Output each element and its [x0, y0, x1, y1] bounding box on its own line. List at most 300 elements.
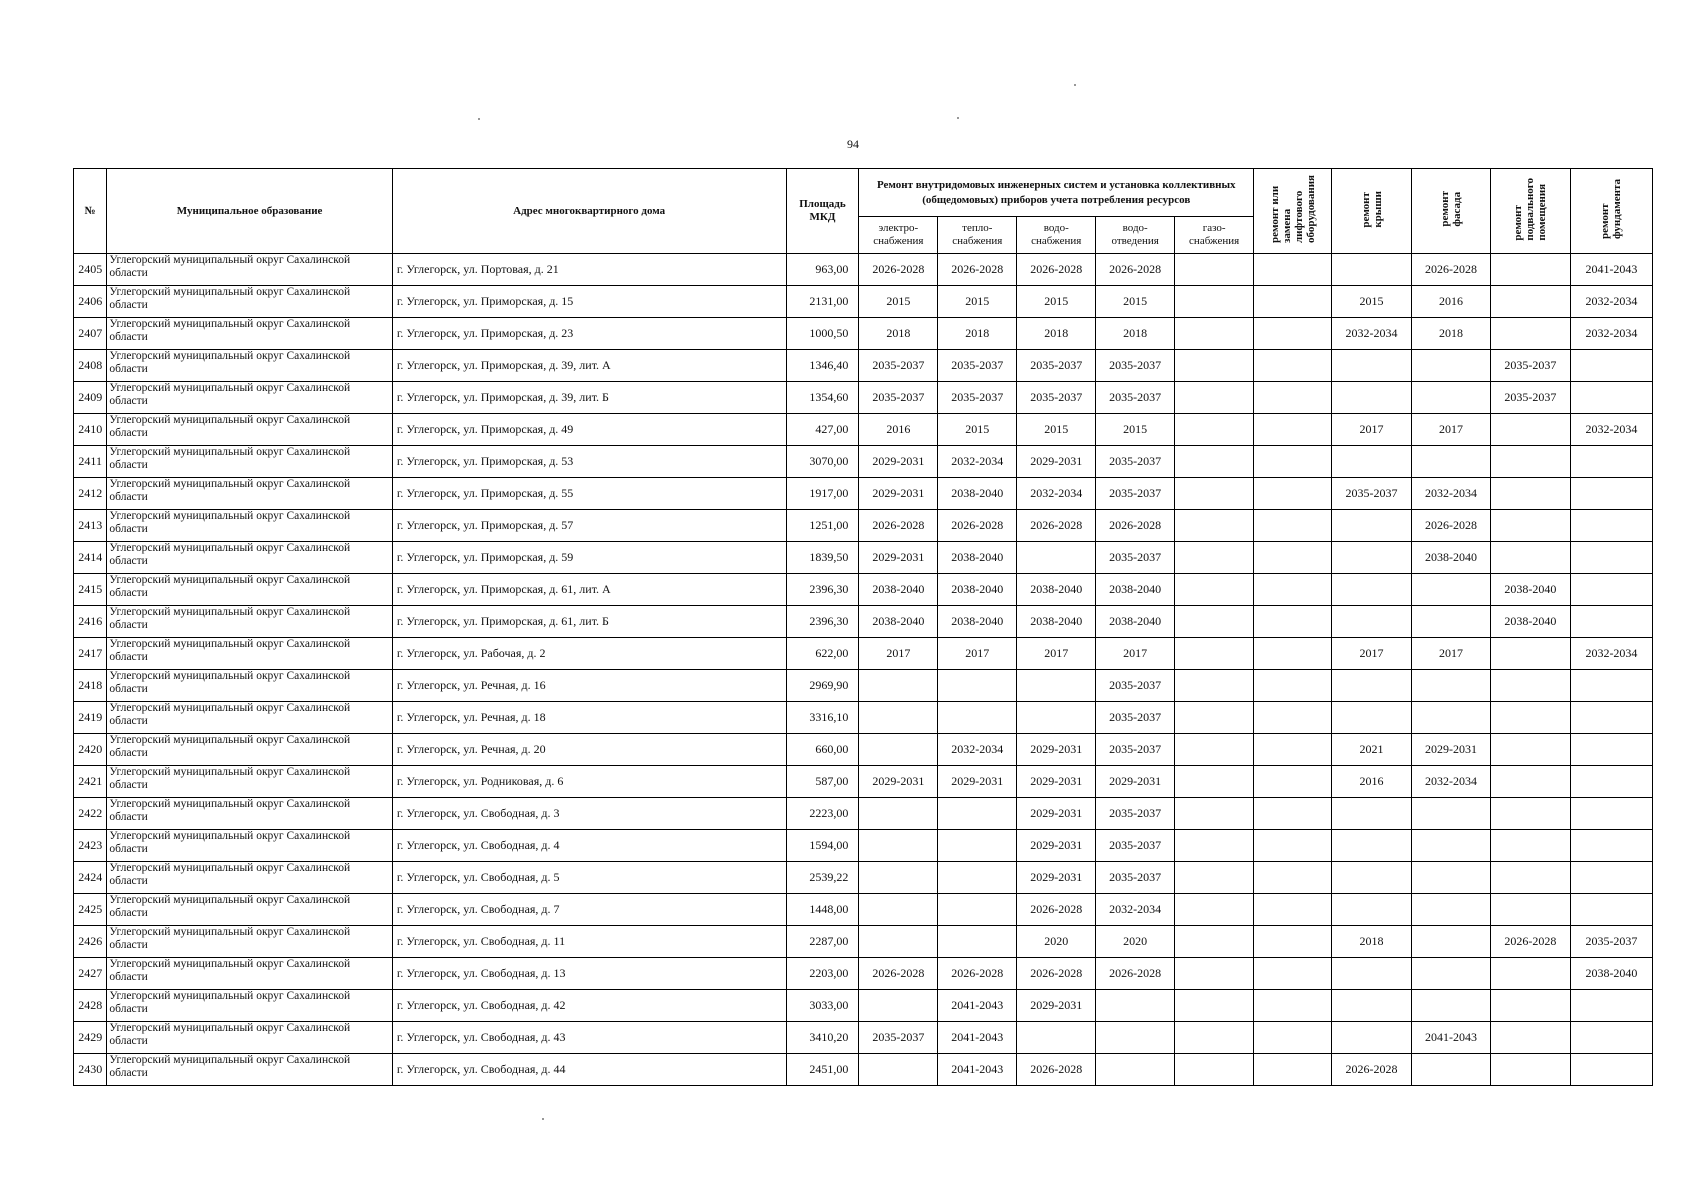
table-row: [74, 766, 1653, 798]
table-row: [74, 830, 1653, 862]
header-systems-group: Ремонт внутридомовых инженерных систем и установка коллективных (общедомовых) приборов учета потребления ресурсов: [859, 169, 1254, 217]
basement-cell: [1490, 446, 1570, 478]
area-cell: 2131,00: [786, 286, 859, 318]
heat-cell: 2038-2040: [938, 574, 1017, 606]
area-cell: 2223,00: [786, 798, 859, 830]
water-supply-cell: 2029-2031: [1017, 798, 1096, 830]
header-basement: ремонт подвального помещения: [1490, 169, 1570, 254]
table-row: [74, 990, 1653, 1022]
elevator-cell: [1254, 478, 1332, 510]
gas-cell: [1175, 318, 1254, 350]
municipality-cell: Углегорский муниципальный округ Сахалинской области: [107, 350, 392, 382]
heat-cell: 2018: [938, 318, 1017, 350]
municipality-cell: Углегорский муниципальный округ Сахалинской области: [107, 894, 392, 926]
electro-cell: 2026-2028: [859, 254, 938, 286]
table-row: [74, 894, 1653, 926]
elevator-cell: [1254, 510, 1332, 542]
foundation-cell: [1570, 446, 1652, 478]
foundation-cell: [1570, 478, 1652, 510]
water-supply-cell: 2026-2028: [1017, 510, 1096, 542]
municipality-cell: Углегорский муниципальный округ Сахалинской области: [107, 990, 392, 1022]
header-elevator: ремонт или замена лифтового оборудования: [1254, 169, 1332, 254]
row-number: 2409: [74, 382, 107, 414]
heat-cell: 2015: [938, 414, 1017, 446]
address-cell: г. Углегорск, ул. Приморская, д. 55: [392, 478, 786, 510]
foundation-cell: [1570, 382, 1652, 414]
water-supply-cell: 2026-2028: [1017, 894, 1096, 926]
water-supply-cell: [1017, 702, 1096, 734]
basement-cell: 2038-2040: [1490, 606, 1570, 638]
address-cell: г. Углегорск, ул. Свободная, д. 5: [392, 862, 786, 894]
facade-cell: [1412, 958, 1491, 990]
heat-cell: 2026-2028: [938, 254, 1017, 286]
foundation-cell: [1570, 542, 1652, 574]
heat-cell: 2032-2034: [938, 446, 1017, 478]
basement-cell: 2035-2037: [1490, 350, 1570, 382]
row-number: 2408: [74, 350, 107, 382]
area-cell: 3033,00: [786, 990, 859, 1022]
heat-cell: 2026-2028: [938, 958, 1017, 990]
basement-cell: [1490, 734, 1570, 766]
row-number: 2412: [74, 478, 107, 510]
electro-cell: [859, 1054, 938, 1086]
gas-cell: [1175, 638, 1254, 670]
water-disposal-cell: 2035-2037: [1096, 830, 1175, 862]
roof-cell: [1332, 798, 1412, 830]
scan-speck: [1074, 84, 1076, 86]
municipality-cell: Углегорский муниципальный округ Сахалинской области: [107, 670, 392, 702]
gas-cell: [1175, 478, 1254, 510]
gas-cell: [1175, 414, 1254, 446]
row-number: 2425: [74, 894, 107, 926]
row-number: 2413: [74, 510, 107, 542]
basement-cell: [1490, 286, 1570, 318]
elevator-cell: [1254, 958, 1332, 990]
area-cell: 2396,30: [786, 606, 859, 638]
row-number: 2419: [74, 702, 107, 734]
row-number: 2414: [74, 542, 107, 574]
heat-cell: 2035-2037: [938, 350, 1017, 382]
area-cell: 1251,00: [786, 510, 859, 542]
roof-cell: [1332, 574, 1412, 606]
water-supply-cell: 2035-2037: [1017, 350, 1096, 382]
foundation-cell: [1570, 894, 1652, 926]
facade-cell: 2032-2034: [1412, 478, 1491, 510]
heat-cell: [938, 702, 1017, 734]
roof-cell: [1332, 350, 1412, 382]
electro-cell: [859, 894, 938, 926]
address-cell: г. Углегорск, ул. Свободная, д. 4: [392, 830, 786, 862]
header-facade: ремонт фасада: [1412, 169, 1491, 254]
row-number: 2422: [74, 798, 107, 830]
electro-cell: 2029-2031: [859, 766, 938, 798]
heat-cell: 2041-2043: [938, 1054, 1017, 1086]
heat-cell: 2029-2031: [938, 766, 1017, 798]
address-cell: г. Углегорск, ул. Приморская, д. 49: [392, 414, 786, 446]
roof-cell: [1332, 670, 1412, 702]
row-number: 2418: [74, 670, 107, 702]
elevator-cell: [1254, 414, 1332, 446]
basement-cell: [1490, 958, 1570, 990]
water-disposal-cell: 2035-2037: [1096, 798, 1175, 830]
row-number: 2415: [74, 574, 107, 606]
facade-cell: [1412, 990, 1491, 1022]
foundation-cell: 2041-2043: [1570, 254, 1652, 286]
water-disposal-cell: 2018: [1096, 318, 1175, 350]
water-disposal-cell: 2035-2037: [1096, 862, 1175, 894]
area-cell: 427,00: [786, 414, 859, 446]
table-row: [74, 542, 1653, 574]
table-row: [74, 1054, 1653, 1086]
gas-cell: [1175, 702, 1254, 734]
elevator-cell: [1254, 734, 1332, 766]
header-heat: тепло- снабжения: [938, 217, 1017, 254]
municipality-cell: Углегорский муниципальный округ Сахалинской области: [107, 1054, 392, 1086]
header-electro: электро- снабжения: [859, 217, 938, 254]
basement-cell: [1490, 510, 1570, 542]
address-cell: г. Углегорск, ул. Приморская, д. 59: [392, 542, 786, 574]
elevator-cell: [1254, 446, 1332, 478]
elevator-cell: [1254, 574, 1332, 606]
roof-cell: 2032-2034: [1332, 318, 1412, 350]
table-body: [74, 254, 1653, 1086]
electro-cell: 2035-2037: [859, 350, 938, 382]
municipality-cell: Углегорский муниципальный округ Сахалинской области: [107, 798, 392, 830]
elevator-cell: [1254, 798, 1332, 830]
area-cell: 1448,00: [786, 894, 859, 926]
electro-cell: 2035-2037: [859, 1022, 938, 1054]
water-disposal-cell: 2035-2037: [1096, 350, 1175, 382]
roof-cell: [1332, 1022, 1412, 1054]
facade-cell: [1412, 798, 1491, 830]
electro-cell: 2018: [859, 318, 938, 350]
municipality-cell: Углегорский муниципальный округ Сахалинской области: [107, 734, 392, 766]
facade-cell: 2026-2028: [1412, 510, 1491, 542]
electro-cell: 2038-2040: [859, 606, 938, 638]
electro-cell: [859, 862, 938, 894]
basement-cell: [1490, 798, 1570, 830]
municipality-cell: Углегорский муниципальный округ Сахалинской области: [107, 382, 392, 414]
water-disposal-cell: 2035-2037: [1096, 478, 1175, 510]
foundation-cell: [1570, 1054, 1652, 1086]
municipality-cell: Углегорский муниципальный округ Сахалинской области: [107, 862, 392, 894]
facade-cell: 2032-2034: [1412, 766, 1491, 798]
facade-cell: [1412, 350, 1491, 382]
heat-cell: 2038-2040: [938, 606, 1017, 638]
water-disposal-cell: 2035-2037: [1096, 702, 1175, 734]
table-row: [74, 606, 1653, 638]
foundation-cell: 2038-2040: [1570, 958, 1652, 990]
basement-cell: [1490, 542, 1570, 574]
row-number: 2421: [74, 766, 107, 798]
electro-cell: [859, 798, 938, 830]
gas-cell: [1175, 382, 1254, 414]
header-area: Площадь МКД: [786, 169, 859, 254]
gas-cell: [1175, 1022, 1254, 1054]
electro-cell: 2015: [859, 286, 938, 318]
gas-cell: [1175, 254, 1254, 286]
municipality-cell: Углегорский муниципальный округ Сахалинской области: [107, 638, 392, 670]
facade-cell: [1412, 606, 1491, 638]
table-row: [74, 478, 1653, 510]
row-number: 2417: [74, 638, 107, 670]
foundation-cell: 2032-2034: [1570, 286, 1652, 318]
municipality-cell: Углегорский муниципальный округ Сахалинской области: [107, 478, 392, 510]
header-water-supply: водо- снабжения: [1017, 217, 1096, 254]
municipality-cell: Углегорский муниципальный округ Сахалинской области: [107, 702, 392, 734]
row-number: 2429: [74, 1022, 107, 1054]
address-cell: г. Углегорск, ул. Приморская, д. 23: [392, 318, 786, 350]
water-disposal-cell: 2017: [1096, 638, 1175, 670]
area-cell: 2396,30: [786, 574, 859, 606]
municipality-cell: Углегорский муниципальный округ Сахалинской области: [107, 318, 392, 350]
electro-cell: 2029-2031: [859, 478, 938, 510]
foundation-cell: [1570, 606, 1652, 638]
roof-cell: 2016: [1332, 766, 1412, 798]
table-row: [74, 958, 1653, 990]
area-cell: 1839,50: [786, 542, 859, 574]
heat-cell: 2017: [938, 638, 1017, 670]
roof-cell: [1332, 958, 1412, 990]
facade-cell: 2038-2040: [1412, 542, 1491, 574]
foundation-cell: [1570, 990, 1652, 1022]
electro-cell: [859, 702, 938, 734]
water-supply-cell: [1017, 670, 1096, 702]
electro-cell: [859, 830, 938, 862]
basement-cell: [1490, 638, 1570, 670]
basement-cell: 2038-2040: [1490, 574, 1570, 606]
address-cell: г. Углегорск, ул. Приморская, д. 61, лит. Б: [392, 606, 786, 638]
row-number: 2428: [74, 990, 107, 1022]
water-supply-cell: 2032-2034: [1017, 478, 1096, 510]
address-cell: г. Углегорск, ул. Приморская, д. 39, лит. Б: [392, 382, 786, 414]
elevator-cell: [1254, 318, 1332, 350]
address-cell: г. Углегорск, ул. Приморская, д. 53: [392, 446, 786, 478]
elevator-cell: [1254, 990, 1332, 1022]
address-cell: г. Углегорск, ул. Свободная, д. 42: [392, 990, 786, 1022]
facade-cell: [1412, 670, 1491, 702]
heat-cell: 2041-2043: [938, 1022, 1017, 1054]
area-cell: 2539,22: [786, 862, 859, 894]
water-supply-cell: 2015: [1017, 414, 1096, 446]
table-header: [74, 169, 1653, 254]
facade-cell: 2016: [1412, 286, 1491, 318]
area-cell: 963,00: [786, 254, 859, 286]
municipality-cell: Углегорский муниципальный округ Сахалинской области: [107, 542, 392, 574]
gas-cell: [1175, 542, 1254, 574]
water-supply-cell: 2026-2028: [1017, 958, 1096, 990]
basement-cell: [1490, 766, 1570, 798]
gas-cell: [1175, 734, 1254, 766]
row-number: 2423: [74, 830, 107, 862]
water-disposal-cell: [1096, 1022, 1175, 1054]
heat-cell: [938, 830, 1017, 862]
water-supply-cell: 2026-2028: [1017, 254, 1096, 286]
water-supply-cell: 2029-2031: [1017, 734, 1096, 766]
area-cell: 1594,00: [786, 830, 859, 862]
area-cell: 3410,20: [786, 1022, 859, 1054]
water-supply-cell: 2015: [1017, 286, 1096, 318]
facade-cell: 2041-2043: [1412, 1022, 1491, 1054]
address-cell: г. Углегорск, ул. Родниковая, д. 6: [392, 766, 786, 798]
scan-speck: [542, 1118, 544, 1120]
foundation-cell: [1570, 734, 1652, 766]
header-foundation: ремонт фундамента: [1570, 169, 1652, 254]
gas-cell: [1175, 830, 1254, 862]
electro-cell: 2026-2028: [859, 510, 938, 542]
address-cell: г. Углегорск, ул. Свободная, д. 11: [392, 926, 786, 958]
water-disposal-cell: [1096, 1054, 1175, 1086]
gas-cell: [1175, 990, 1254, 1022]
basement-cell: [1490, 1022, 1570, 1054]
water-supply-cell: 2026-2028: [1017, 1054, 1096, 1086]
water-disposal-cell: 2029-2031: [1096, 766, 1175, 798]
water-supply-cell: 2029-2031: [1017, 990, 1096, 1022]
table-row: [74, 446, 1653, 478]
area-cell: 1917,00: [786, 478, 859, 510]
roof-cell: 2035-2037: [1332, 478, 1412, 510]
area-cell: 587,00: [786, 766, 859, 798]
electro-cell: 2038-2040: [859, 574, 938, 606]
gas-cell: [1175, 862, 1254, 894]
water-supply-cell: 2018: [1017, 318, 1096, 350]
area-cell: 3070,00: [786, 446, 859, 478]
elevator-cell: [1254, 542, 1332, 574]
basement-cell: [1490, 702, 1570, 734]
table-row: [74, 254, 1653, 286]
address-cell: г. Углегорск, ул. Свободная, д. 43: [392, 1022, 786, 1054]
gas-cell: [1175, 670, 1254, 702]
foundation-cell: [1570, 350, 1652, 382]
roof-cell: 2021: [1332, 734, 1412, 766]
water-disposal-cell: 2026-2028: [1096, 254, 1175, 286]
basement-cell: [1490, 318, 1570, 350]
foundation-cell: [1570, 830, 1652, 862]
water-disposal-cell: 2015: [1096, 414, 1175, 446]
roof-cell: 2018: [1332, 926, 1412, 958]
elevator-cell: [1254, 894, 1332, 926]
foundation-cell: [1570, 798, 1652, 830]
gas-cell: [1175, 446, 1254, 478]
facade-cell: 2017: [1412, 638, 1491, 670]
row-number: 2416: [74, 606, 107, 638]
address-cell: г. Углегорск, ул. Свободная, д. 13: [392, 958, 786, 990]
foundation-cell: [1570, 1022, 1652, 1054]
address-cell: г. Углегорск, ул. Речная, д. 20: [392, 734, 786, 766]
area-cell: 2287,00: [786, 926, 859, 958]
header-municipality: Муниципальное образование: [107, 169, 392, 254]
foundation-cell: [1570, 510, 1652, 542]
facade-cell: 2026-2028: [1412, 254, 1491, 286]
municipality-cell: Углегорский муниципальный округ Сахалинской области: [107, 926, 392, 958]
roof-cell: [1332, 894, 1412, 926]
heat-cell: 2041-2043: [938, 990, 1017, 1022]
row-number: 2405: [74, 254, 107, 286]
facade-cell: 2017: [1412, 414, 1491, 446]
gas-cell: [1175, 958, 1254, 990]
municipality-cell: Углегорский муниципальный округ Сахалинской области: [107, 958, 392, 990]
electro-cell: 2029-2031: [859, 446, 938, 478]
electro-cell: 2017: [859, 638, 938, 670]
roof-cell: [1332, 830, 1412, 862]
area-cell: 3316,10: [786, 702, 859, 734]
water-supply-cell: [1017, 1022, 1096, 1054]
water-supply-cell: 2017: [1017, 638, 1096, 670]
electro-cell: [859, 670, 938, 702]
water-supply-cell: 2038-2040: [1017, 606, 1096, 638]
roof-cell: [1332, 606, 1412, 638]
row-number: 2427: [74, 958, 107, 990]
address-cell: г. Углегорск, ул. Речная, д. 16: [392, 670, 786, 702]
row-number: 2406: [74, 286, 107, 318]
facade-cell: [1412, 382, 1491, 414]
water-supply-cell: 2029-2031: [1017, 830, 1096, 862]
heat-cell: 2038-2040: [938, 478, 1017, 510]
roof-cell: [1332, 862, 1412, 894]
electro-cell: [859, 734, 938, 766]
facade-cell: [1412, 926, 1491, 958]
header-roof: ремонт крыши: [1332, 169, 1412, 254]
page-number: 94: [847, 137, 859, 151]
water-disposal-cell: 2026-2028: [1096, 958, 1175, 990]
roof-cell: [1332, 990, 1412, 1022]
municipality-cell: Углегорский муниципальный округ Сахалинской области: [107, 766, 392, 798]
basement-cell: [1490, 990, 1570, 1022]
area-cell: 2203,00: [786, 958, 859, 990]
area-cell: 622,00: [786, 638, 859, 670]
facade-cell: [1412, 574, 1491, 606]
heat-cell: 2032-2034: [938, 734, 1017, 766]
water-supply-cell: 2020: [1017, 926, 1096, 958]
address-cell: г. Углегорск, ул. Свободная, д. 44: [392, 1054, 786, 1086]
roof-cell: [1332, 382, 1412, 414]
roof-cell: [1332, 446, 1412, 478]
facade-cell: [1412, 702, 1491, 734]
elevator-cell: [1254, 670, 1332, 702]
address-cell: г. Углегорск, ул. Свободная, д. 7: [392, 894, 786, 926]
roof-cell: 2017: [1332, 638, 1412, 670]
basement-cell: [1490, 414, 1570, 446]
foundation-cell: [1570, 862, 1652, 894]
area-cell: 1354,60: [786, 382, 859, 414]
facade-cell: [1412, 894, 1491, 926]
table-row: [74, 798, 1653, 830]
elevator-cell: [1254, 830, 1332, 862]
basement-cell: [1490, 254, 1570, 286]
heat-cell: [938, 862, 1017, 894]
water-supply-cell: 2035-2037: [1017, 382, 1096, 414]
water-supply-cell: [1017, 542, 1096, 574]
table-row: [74, 318, 1653, 350]
elevator-cell: [1254, 1054, 1332, 1086]
electro-cell: [859, 926, 938, 958]
elevator-cell: [1254, 1022, 1332, 1054]
water-disposal-cell: 2015: [1096, 286, 1175, 318]
foundation-cell: 2032-2034: [1570, 318, 1652, 350]
address-cell: г. Углегорск, ул. Портовая, д. 21: [392, 254, 786, 286]
electro-cell: [859, 990, 938, 1022]
gas-cell: [1175, 798, 1254, 830]
roof-cell: [1332, 702, 1412, 734]
facade-cell: [1412, 862, 1491, 894]
elevator-cell: [1254, 766, 1332, 798]
water-supply-cell: 2029-2031: [1017, 766, 1096, 798]
roof-cell: [1332, 542, 1412, 574]
address-cell: г. Углегорск, ул. Приморская, д. 61, лит. А: [392, 574, 786, 606]
water-disposal-cell: 2035-2037: [1096, 382, 1175, 414]
heat-cell: 2015: [938, 286, 1017, 318]
gas-cell: [1175, 766, 1254, 798]
